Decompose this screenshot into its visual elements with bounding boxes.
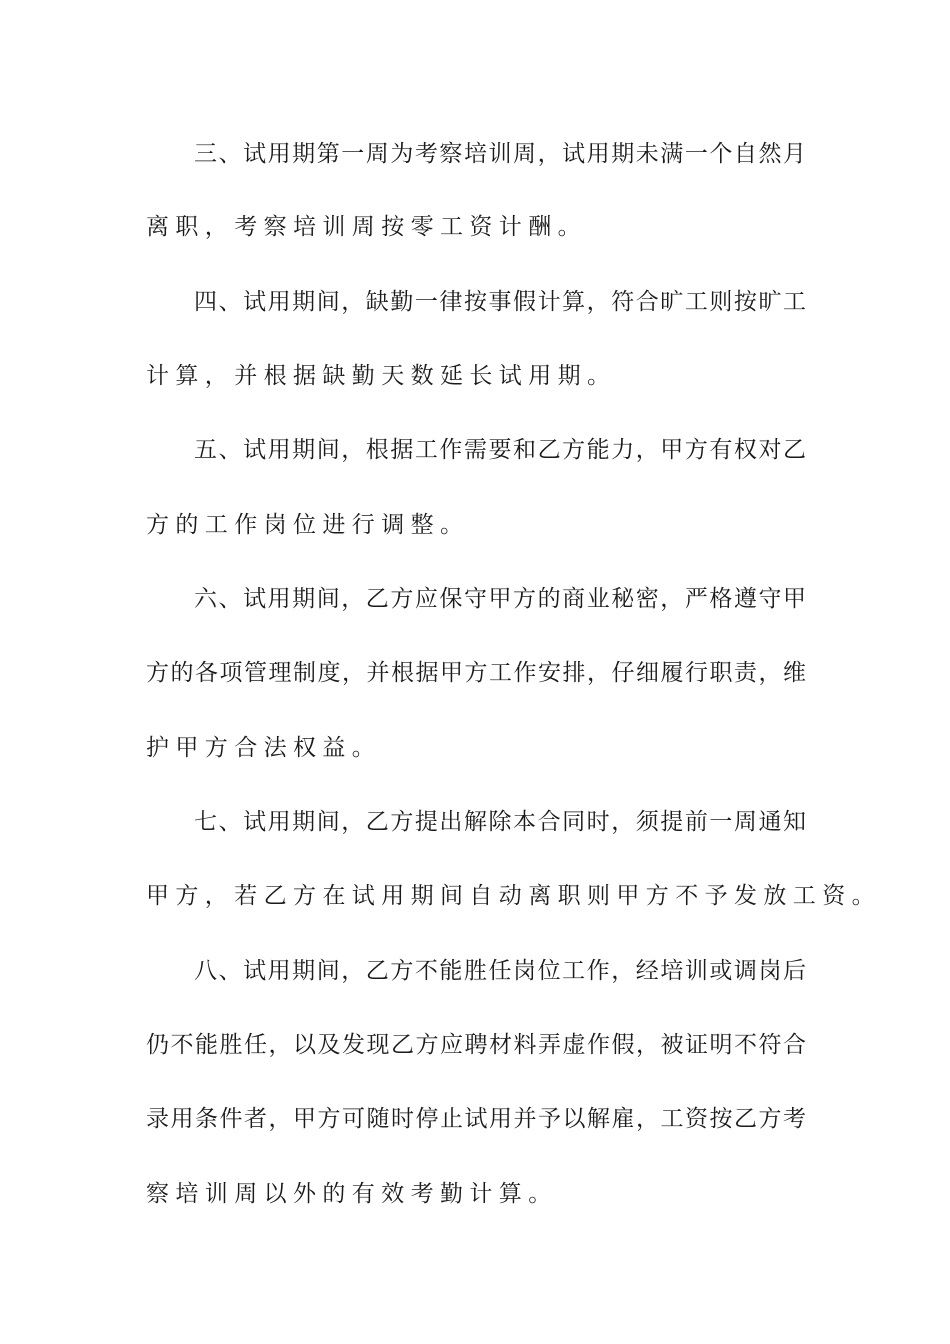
clause-5-line-1: 五、试用期间，根据工作需要和乙方能力，甲方有权对乙 <box>194 437 806 463</box>
clause-6-line-1: 六、试用期间，乙方应保守甲方的商业秘密，严格遵守甲 <box>194 586 806 612</box>
clause-5-line-2: 方的工作岗位进行调整。 <box>146 512 470 538</box>
clause-3-line-1: 三、试用期第一周为考察培训周，试用期未满一个自然月 <box>194 141 806 167</box>
clause-4-line-2: 计算，并根据缺勤天数延长试用期。 <box>146 363 617 389</box>
clause-8-line-1: 八、试用期间，乙方不能胜任岗位工作，经培训或调岗后 <box>194 958 806 984</box>
clause-4-line-1: 四、试用期间，缺勤一律按事假计算，符合旷工则按旷工 <box>194 289 806 315</box>
clause-8-line-4: 察培训周以外的有效考勤计算。 <box>146 1181 558 1207</box>
clause-7-line-1: 七、试用期间，乙方提出解除本合同时，须提前一周通知 <box>194 809 806 835</box>
clause-8-line-3: 录用条件者，甲方可随时停止试用并予以解雇，工资按乙方考 <box>146 1106 806 1132</box>
clause-7-line-2: 甲方，若乙方在试用期间自动离职则甲方不予发放工资。 <box>146 883 881 909</box>
clause-6-line-2: 方的各项管理制度，并根据甲方工作安排，仔细履行职责，维 <box>146 660 806 686</box>
clause-6-line-3: 护甲方合法权益。 <box>146 735 382 761</box>
clause-3-line-2: 离职，考察培训周按零工资计酬。 <box>146 214 587 240</box>
clause-8-line-2: 仍不能胜任，以及发现乙方应聘材料弄虚作假，被证明不符合 <box>146 1032 806 1058</box>
